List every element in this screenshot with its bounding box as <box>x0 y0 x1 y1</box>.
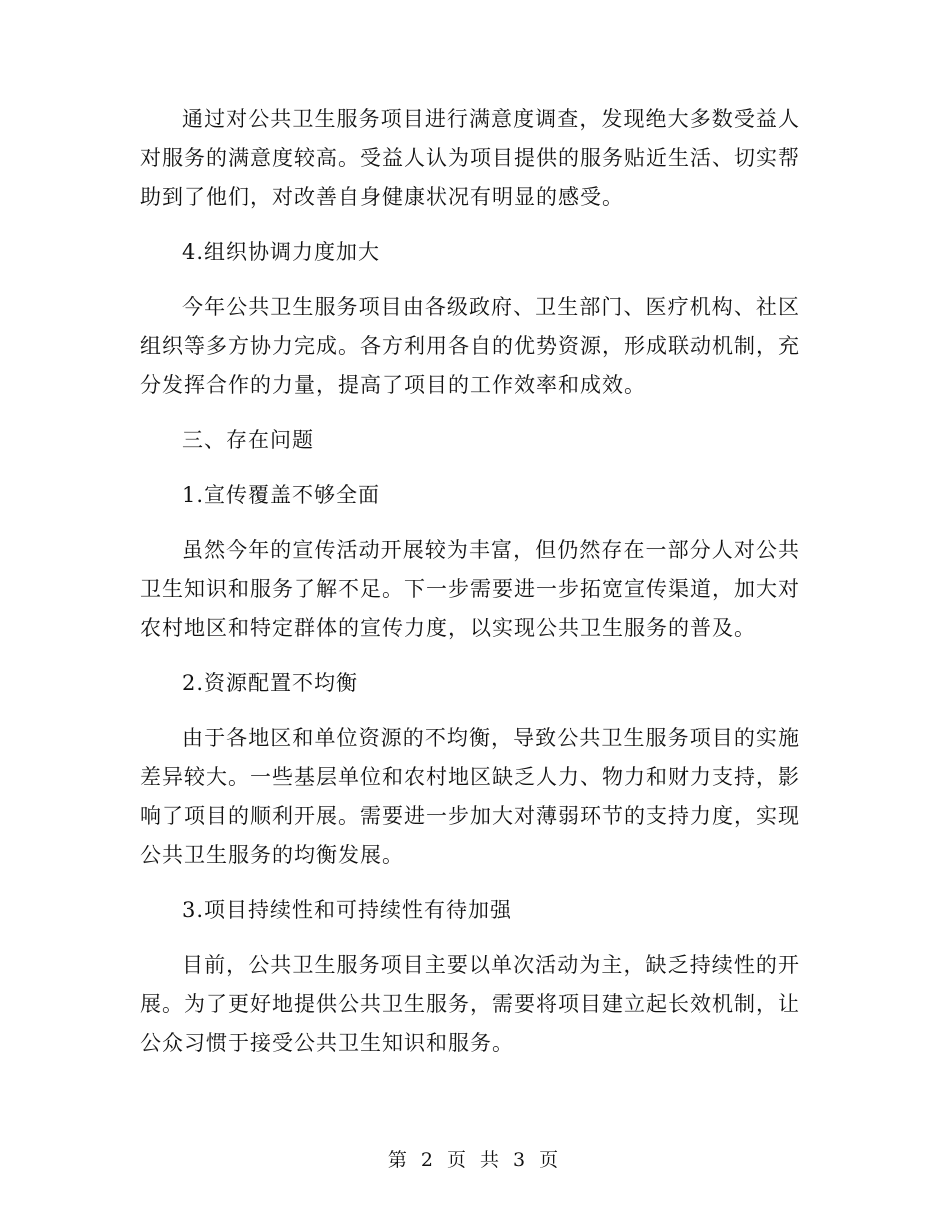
paragraph-coordination: 今年公共卫生服务项目由各级政府、卫生部门、医疗机构、社区组织等多方协力完成。各方利用各自的优势资源，形成联动机制，充分发挥合作的力量，提高了项目的工作效率和成效。 <box>140 295 800 397</box>
subheading-sustainability: 3.项目持续性和可持续性有待加强 <box>182 898 513 922</box>
document-body <box>140 100 800 1079</box>
section-heading-problems: 三、存在问题 <box>182 428 314 452</box>
paragraph-resources: 由于各地区和单位资源的不均衡，导致公共卫生服务项目的实施差异较大。一些基层单位和农村地区缺乏人力、物力和财力支持，影响了项目的顺利开展。需要进一步加大对薄弱环节的支持力度，实现公共卫生服务的均衡发展。 <box>140 726 800 867</box>
subheading-coordination: 4.组织协调力度加大 <box>182 240 381 264</box>
subheading-resources: 2.资源配置不均衡 <box>182 671 359 695</box>
paragraph-satisfaction: 通过对公共卫生服务项目进行满意度调查，发现绝大多数受益人对服务的满意度较高。受益人认为项目提供的服务贴近生活、切实帮助到了他们，对改善自身健康状况有明显的感受。 <box>140 107 800 209</box>
subheading-publicity: 1.宣传覆盖不够全面 <box>182 483 381 507</box>
paragraph-sustainability: 目前，公共卫生服务项目主要以单次活动为主，缺乏持续性的开展。为了更好地提供公共卫生服务，需要将项目建立起长效机制，让公众习惯于接受公共卫生知识和服务。 <box>140 953 800 1055</box>
paragraph-publicity: 虽然今年的宣传活动开展较为丰富，但仍然存在一部分人对公共卫生知识和服务了解不足。下一步需要进一步拓宽宣传渠道，加大对农村地区和特定群体的宣传力度，以实现公共卫生服务的普及。 <box>140 538 800 640</box>
page-number-footer: 第 2 页 共 3 页 <box>387 1149 563 1171</box>
